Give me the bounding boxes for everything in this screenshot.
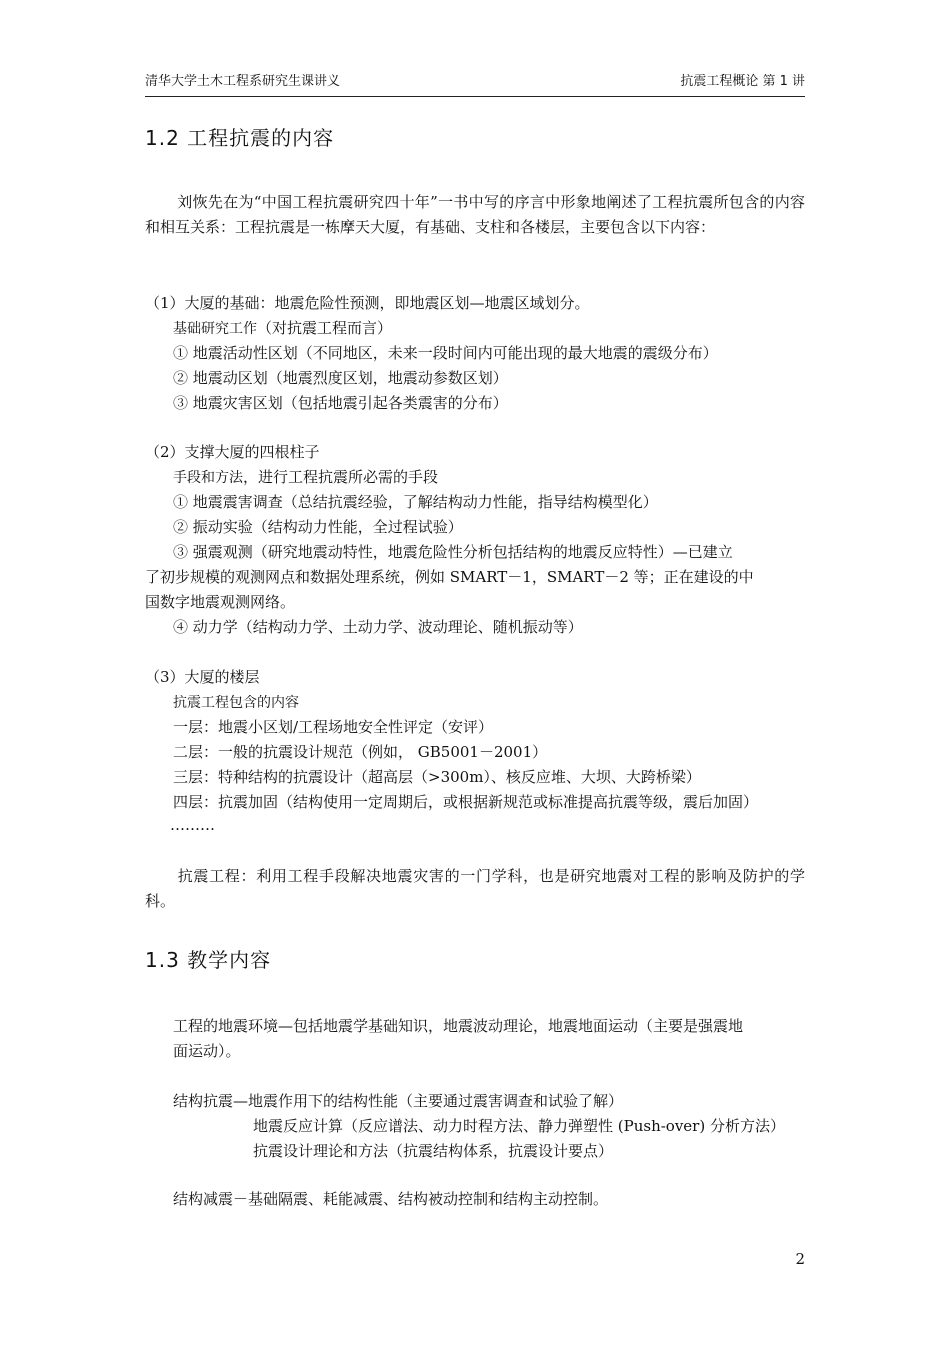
teaching-item-3: 结构减震－基础隔震、耗能减震、结构被动控制和结构主动控制。 (173, 1190, 609, 1208)
part3-heading: （3）大厦的楼层 (145, 668, 260, 686)
header-left: 清华大学土木工程系研究生课讲义 (145, 74, 341, 89)
part1-sub-bold: 基础研究工作 (173, 321, 257, 337)
teaching-item-2-sub: 抗震设计理论和方法（抗震结构体系，抗震设计要点） (253, 1142, 614, 1160)
part1-item: ② 地震动区划（地震烈度区划，地震动参数区划） (173, 369, 508, 387)
part3-item: 三层：特种结构的抗震设计（超高层（>300m）、核反应堆、大坝、大跨桥梁） (173, 768, 701, 786)
part2-sub-bold: 手段和方法 (173, 470, 243, 486)
part3-ellipsis: ……… (170, 816, 215, 834)
teaching-item-1: 工程的地震环境—包括地震学基础知识，地震波动理论，地震地面运动（主要是强震地 (173, 1017, 744, 1035)
header-right: 抗震工程概论 第 1 讲 (680, 74, 805, 89)
part2-item: ① 地震震害调查（总结抗震经验，了解结构动力性能，指导结构模型化） (173, 493, 658, 511)
section-title-1-3: 1.3 教学内容 (145, 948, 272, 972)
part3-item: 四层：抗震加固（结构使用一定周期后，或根据新规范或标准提高抗震等级，震后加固） (173, 793, 759, 811)
part2-item: ② 振动实验（结构动力性能，全过程试验） (173, 518, 463, 536)
part3-subheading (173, 690, 299, 715)
part2-item: ④ 动力学（结构动力学、土动力学、波动理论、随机振动等） (173, 618, 583, 636)
part1-item: ① 地震活动性区划（不同地区，未来一段时间内可能出现的最大地震的震级分布） (173, 344, 718, 362)
part2-sub-note: ，进行工程抗震所必需的手段 (243, 468, 439, 486)
section-title-1-2: 1.2 工程抗震的内容 (145, 126, 335, 150)
part2-subheading (173, 465, 438, 490)
intro-paragraph (145, 190, 805, 240)
definition-paragraph (145, 864, 805, 914)
header-rule (145, 96, 805, 97)
teaching-item-2: 结构抗震—地震作用下的结构性能（主要通过震害调查和试验了解） (173, 1092, 624, 1110)
page-number: 2 (795, 1250, 805, 1268)
part1-subheading (173, 316, 392, 341)
teaching-item-1-cont: 面运动）。 (173, 1042, 241, 1060)
part1-heading: （1）大厦的基础：地震危险性预测，即地震区划—地震区域划分。 (145, 294, 590, 312)
teaching-item-2-sub: 地震反应计算（反应谱法、动力时程方法、静力弹塑性 (Push-over) 分析方法） (253, 1117, 785, 1135)
part1-sub-note: （对抗震工程而言） (257, 319, 393, 337)
part2-heading: （2）支撑大厦的四根柱子 (145, 443, 320, 461)
part3-item: 二层：一般的抗震设计规范（例如， GB5001－2001） (173, 743, 548, 761)
part2-item-cont: 国数字地震观测网络。 (145, 593, 296, 611)
part3-item: 一层：地震小区划/工程场地安全性评定（安评） (173, 718, 494, 736)
part3-sub-bold: 抗震工程包含的内容 (173, 695, 299, 711)
intro-text: 刘恢先在为“中国工程抗震研究四十年”一书中写的序言中形象地阐述了工程抗震所包含的内容和相互关系：工程抗震是一栋摩天大厦，有基础、支柱和各楼层，主要包含以下内容： (145, 193, 805, 236)
part2-item-cont: 了初步规模的观测网点和数据处理系统，例如 SMART－1，SMART－2 等；正在建设的中 (145, 568, 754, 586)
part1-item: ③ 地震灾害区划（包括地震引起各类震害的分布） (173, 394, 508, 412)
definition-text: 抗震工程：利用工程手段解决地震灾害的一门学科，也是研究地震对工程的影响及防护的学科。 (145, 867, 805, 910)
part2-item: ③ 强震观测（研究地震动特性，地震危险性分析包括结构的地震反应特性）—已建立 (173, 543, 733, 561)
